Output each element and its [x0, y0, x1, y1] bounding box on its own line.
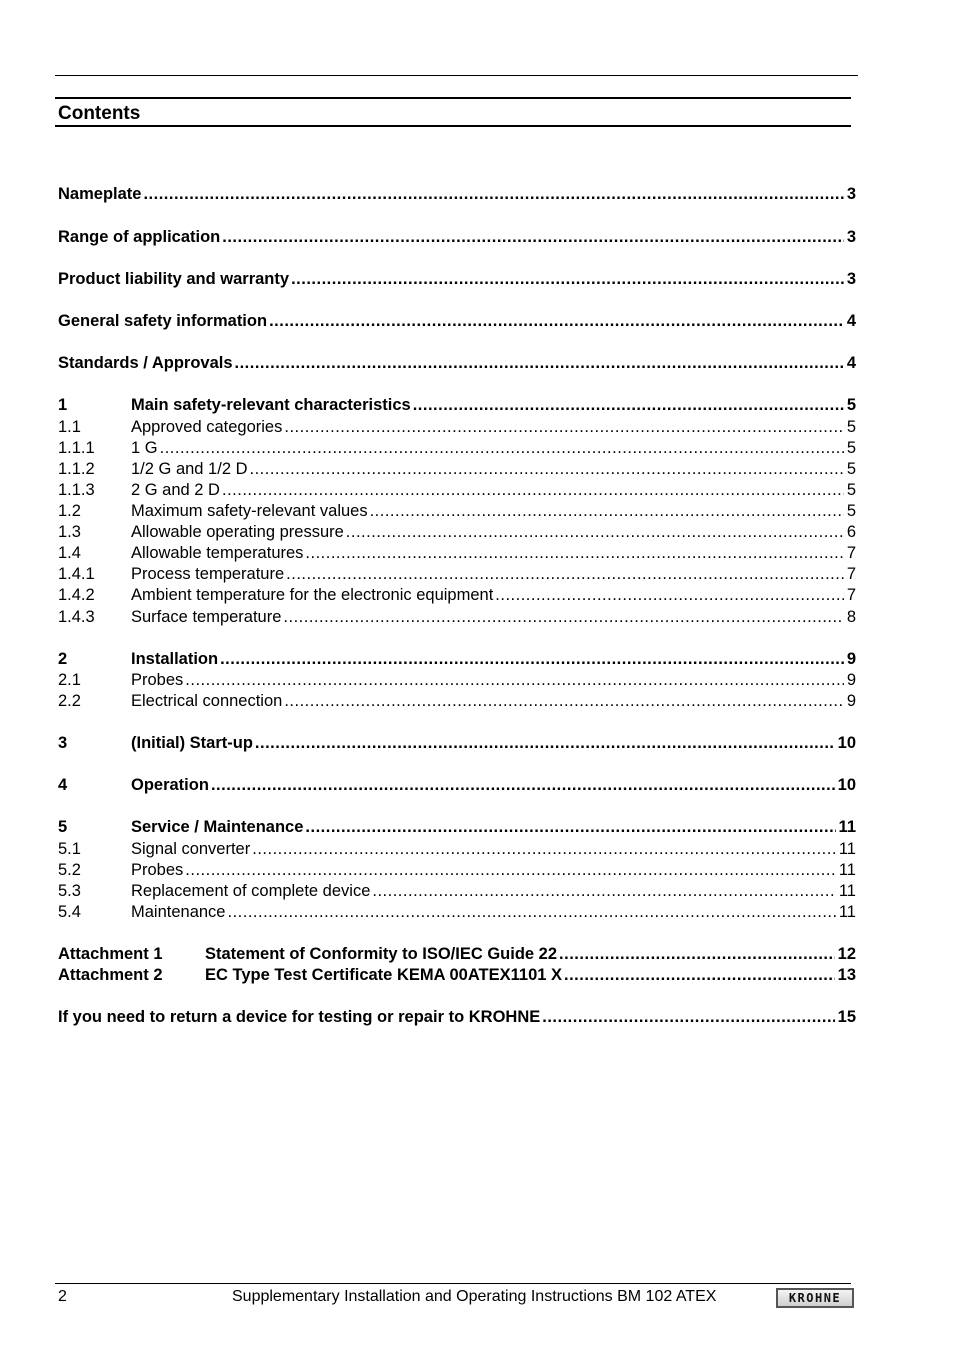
toc-dot-leader — [209, 775, 835, 796]
toc-dot-leader — [411, 395, 844, 416]
toc-row[interactable] — [58, 353, 856, 374]
toc-dot-leader — [344, 522, 844, 543]
toc-title: If you need to return a device for testing or repair to KROHNE — [58, 1008, 541, 1026]
toc-title: (Initial) Start-up — [131, 734, 253, 752]
toc-row[interactable] — [58, 860, 856, 881]
toc-dot-leader — [225, 902, 835, 923]
toc-entry — [131, 522, 856, 543]
toc-row[interactable] — [58, 691, 856, 712]
toc-dot-leader — [267, 311, 844, 332]
toc-section-number: 1 — [58, 396, 68, 414]
toc-title: Maintenance — [131, 903, 226, 921]
toc-section-number: Attachment 2 — [58, 966, 163, 984]
toc-section-number: 1.4.2 — [58, 586, 95, 604]
toc-title: Installation — [131, 650, 219, 668]
toc-page-number: 9 — [846, 692, 856, 710]
toc-row[interactable] — [58, 902, 856, 923]
toc-entry — [131, 733, 856, 754]
toc-title: Signal converter — [131, 840, 251, 858]
toc-entry — [131, 860, 856, 881]
toc-section-number: 5.4 — [58, 903, 81, 921]
toc-section-number: Attachment 1 — [58, 945, 163, 963]
toc-title: Statement of Conformity to ISO/IEC Guide 22 — [205, 945, 558, 963]
toc-dot-leader — [158, 438, 844, 459]
toc-entry — [131, 817, 856, 838]
toc-dot-leader — [281, 607, 843, 628]
toc-entry — [131, 438, 856, 459]
toc-entry — [131, 543, 856, 564]
toc-row[interactable] — [58, 395, 856, 416]
toc-entry — [131, 395, 856, 416]
toc-row[interactable] — [58, 459, 856, 480]
page-title: Contents — [58, 103, 141, 124]
toc-title: Electrical connection — [131, 692, 283, 710]
toc-page-number: 5 — [846, 481, 856, 499]
toc-entry — [131, 501, 856, 522]
toc-row[interactable] — [58, 607, 856, 628]
toc-section-number: 1.1 — [58, 418, 81, 436]
toc-page-number: 4 — [846, 312, 856, 330]
toc-dot-leader — [493, 585, 844, 606]
toc-page-number: 11 — [838, 840, 856, 858]
toc-page-number: 5 — [846, 418, 856, 436]
toc-section-number: 1.4.1 — [58, 565, 95, 583]
toc-section-number: 1.1.1 — [58, 439, 95, 457]
toc-entry — [131, 902, 856, 923]
toc-section-number: 4 — [58, 776, 68, 794]
toc-page-number: 11 — [838, 861, 856, 879]
toc-title: Allowable temperatures — [131, 544, 304, 562]
toc-row[interactable] — [58, 417, 856, 438]
footer-document-title: Supplementary Installation and Operating Instructions BM 102 ATEX — [232, 1288, 717, 1305]
toc-title: Product liability and warranty — [58, 270, 290, 288]
toc-page-number: 13 — [837, 966, 856, 984]
toc-dot-leader — [303, 543, 843, 564]
toc-row[interactable] — [58, 733, 856, 754]
toc-page-number: 8 — [846, 608, 856, 626]
toc-dot-leader — [370, 881, 835, 902]
toc-section-number: 5.3 — [58, 882, 81, 900]
toc-section-number: 5.1 — [58, 840, 81, 858]
toc-page-number: 3 — [846, 185, 856, 203]
toc-title: Range of application — [58, 228, 221, 246]
toc-title: 1 G — [131, 439, 158, 457]
toc-dot-leader — [220, 227, 844, 248]
toc-page-number: 5 — [846, 502, 856, 520]
toc-title: Replacement of complete device — [131, 882, 371, 900]
toc-title: Ambient temperature for the electronic equipment — [131, 586, 494, 604]
toc-section-number: 1.4 — [58, 544, 81, 562]
toc-entry — [131, 585, 856, 606]
toc-title: Allowable operating pressure — [131, 523, 344, 541]
toc-dot-leader — [183, 860, 836, 881]
toc-title: Main safety-relevant characteristics — [131, 396, 411, 414]
toc-page-number: 4 — [846, 354, 856, 372]
toc-title: EC Type Test Certificate KEMA 00ATEX1101 X — [205, 966, 563, 984]
toc-page-number: 5 — [846, 396, 856, 414]
logo-text: KROHNE — [788, 1291, 842, 1305]
toc-entry — [131, 775, 856, 796]
toc-row[interactable] — [58, 881, 856, 902]
toc-entry — [58, 184, 856, 205]
toc-section-number: 1.1.3 — [58, 481, 95, 499]
toc-entry — [131, 564, 856, 585]
toc-row[interactable] — [58, 543, 856, 564]
toc-row[interactable] — [58, 184, 856, 205]
toc-row[interactable] — [58, 564, 856, 585]
toc-row[interactable] — [58, 585, 856, 606]
toc-section-number: 2.1 — [58, 671, 81, 689]
toc-page-number: 7 — [846, 586, 856, 604]
toc-page-number: 9 — [846, 671, 856, 689]
toc-section-number: 1.3 — [58, 523, 81, 541]
toc-page-number: 7 — [846, 544, 856, 562]
toc-dot-leader — [557, 944, 835, 965]
toc-row[interactable] — [58, 480, 856, 501]
toc-page-number: 10 — [837, 776, 856, 794]
toc-section-number: 5.2 — [58, 861, 81, 879]
toc-row[interactable] — [58, 670, 856, 691]
krohne-logo — [776, 1288, 854, 1308]
toc-section-number: 2 — [58, 650, 68, 668]
toc-page-number: 7 — [846, 565, 856, 583]
toc-title: Service / Maintenance — [131, 818, 304, 836]
toc-page-number: 3 — [846, 270, 856, 288]
toc-entry — [131, 607, 856, 628]
toc-entry — [131, 881, 856, 902]
toc-dot-leader — [284, 564, 844, 585]
toc-section-number: 2.2 — [58, 692, 81, 710]
toc-section-number: 1.4.3 — [58, 608, 95, 626]
toc-title: Probes — [131, 671, 184, 689]
toc-row[interactable] — [58, 965, 856, 986]
toc-page-number: 3 — [846, 228, 856, 246]
toc-page-number: 6 — [846, 523, 856, 541]
toc-entry — [131, 691, 856, 712]
toc-entry — [131, 670, 856, 691]
toc-page-number: 15 — [837, 1008, 856, 1026]
contents-heading-box — [55, 97, 851, 127]
toc-title: Probes — [131, 861, 184, 879]
toc-entry — [58, 1007, 856, 1028]
toc-row[interactable] — [58, 1007, 856, 1028]
toc-title: Surface temperature — [131, 608, 282, 626]
toc-row[interactable] — [58, 311, 856, 332]
toc-title: Nameplate — [58, 185, 142, 203]
toc-entry — [205, 944, 856, 965]
toc-dot-leader — [250, 839, 836, 860]
toc-title: Standards / Approvals — [58, 354, 233, 372]
toc-entry — [58, 227, 856, 248]
toc-dot-leader — [562, 965, 835, 986]
toc-dot-leader — [540, 1007, 834, 1028]
toc-dot-leader — [253, 733, 835, 754]
toc-row[interactable] — [58, 438, 856, 459]
footer-page-number: 2 — [58, 1288, 67, 1305]
toc-title: Operation — [131, 776, 209, 794]
toc-entry — [131, 649, 856, 670]
toc-dot-leader — [183, 670, 844, 691]
toc-row[interactable] — [58, 775, 856, 796]
footer-rule — [55, 1283, 851, 1284]
toc-page-number: 5 — [846, 439, 856, 457]
toc-title: General safety information — [58, 312, 268, 330]
toc-page-number: 10 — [837, 734, 856, 752]
toc-page-number: 11 — [838, 882, 856, 900]
toc-dot-leader — [233, 353, 844, 374]
toc-page-number: 11 — [838, 903, 856, 921]
toc-row[interactable] — [58, 501, 856, 522]
toc-entry — [131, 417, 856, 438]
toc-entry — [131, 480, 856, 501]
toc-section-number: 1.2 — [58, 502, 81, 520]
toc-title: Maximum safety-relevant values — [131, 502, 368, 520]
toc-row[interactable] — [58, 944, 856, 965]
toc-entry — [58, 311, 856, 332]
toc-title: Process temperature — [131, 565, 285, 583]
toc-dot-leader — [220, 480, 844, 501]
toc-dot-leader — [282, 417, 843, 438]
toc-dot-leader — [248, 459, 844, 480]
toc-section-number: 1.1.2 — [58, 460, 95, 478]
toc-section-number: 3 — [58, 734, 68, 752]
toc-entry — [58, 353, 856, 374]
toc-title: 1/2 G and 1/2 D — [131, 460, 248, 478]
toc-row[interactable] — [58, 269, 856, 290]
toc-row[interactable] — [58, 817, 856, 838]
toc-entry — [131, 839, 856, 860]
toc-row[interactable] — [58, 227, 856, 248]
toc-entry — [131, 459, 856, 480]
toc-dot-leader — [282, 691, 843, 712]
toc-entry — [58, 269, 856, 290]
top-rule — [55, 75, 858, 76]
toc-page-number: 12 — [837, 945, 856, 963]
toc-row[interactable] — [58, 839, 856, 860]
toc-dot-leader — [289, 269, 844, 290]
toc-entry — [205, 965, 856, 986]
toc-row[interactable] — [58, 649, 856, 670]
toc-row[interactable] — [58, 522, 856, 543]
toc-title: 2 G and 2 D — [131, 481, 220, 499]
toc-dot-leader — [141, 184, 843, 205]
toc-dot-leader — [218, 649, 844, 670]
toc-dot-leader — [368, 501, 844, 522]
toc-dot-leader — [303, 817, 835, 838]
toc-section-number: 5 — [58, 818, 68, 836]
toc-page-number: 11 — [838, 818, 856, 836]
toc-page-number: 5 — [846, 460, 856, 478]
toc-page-number: 9 — [846, 650, 856, 668]
toc-title: Approved categories — [131, 418, 283, 436]
